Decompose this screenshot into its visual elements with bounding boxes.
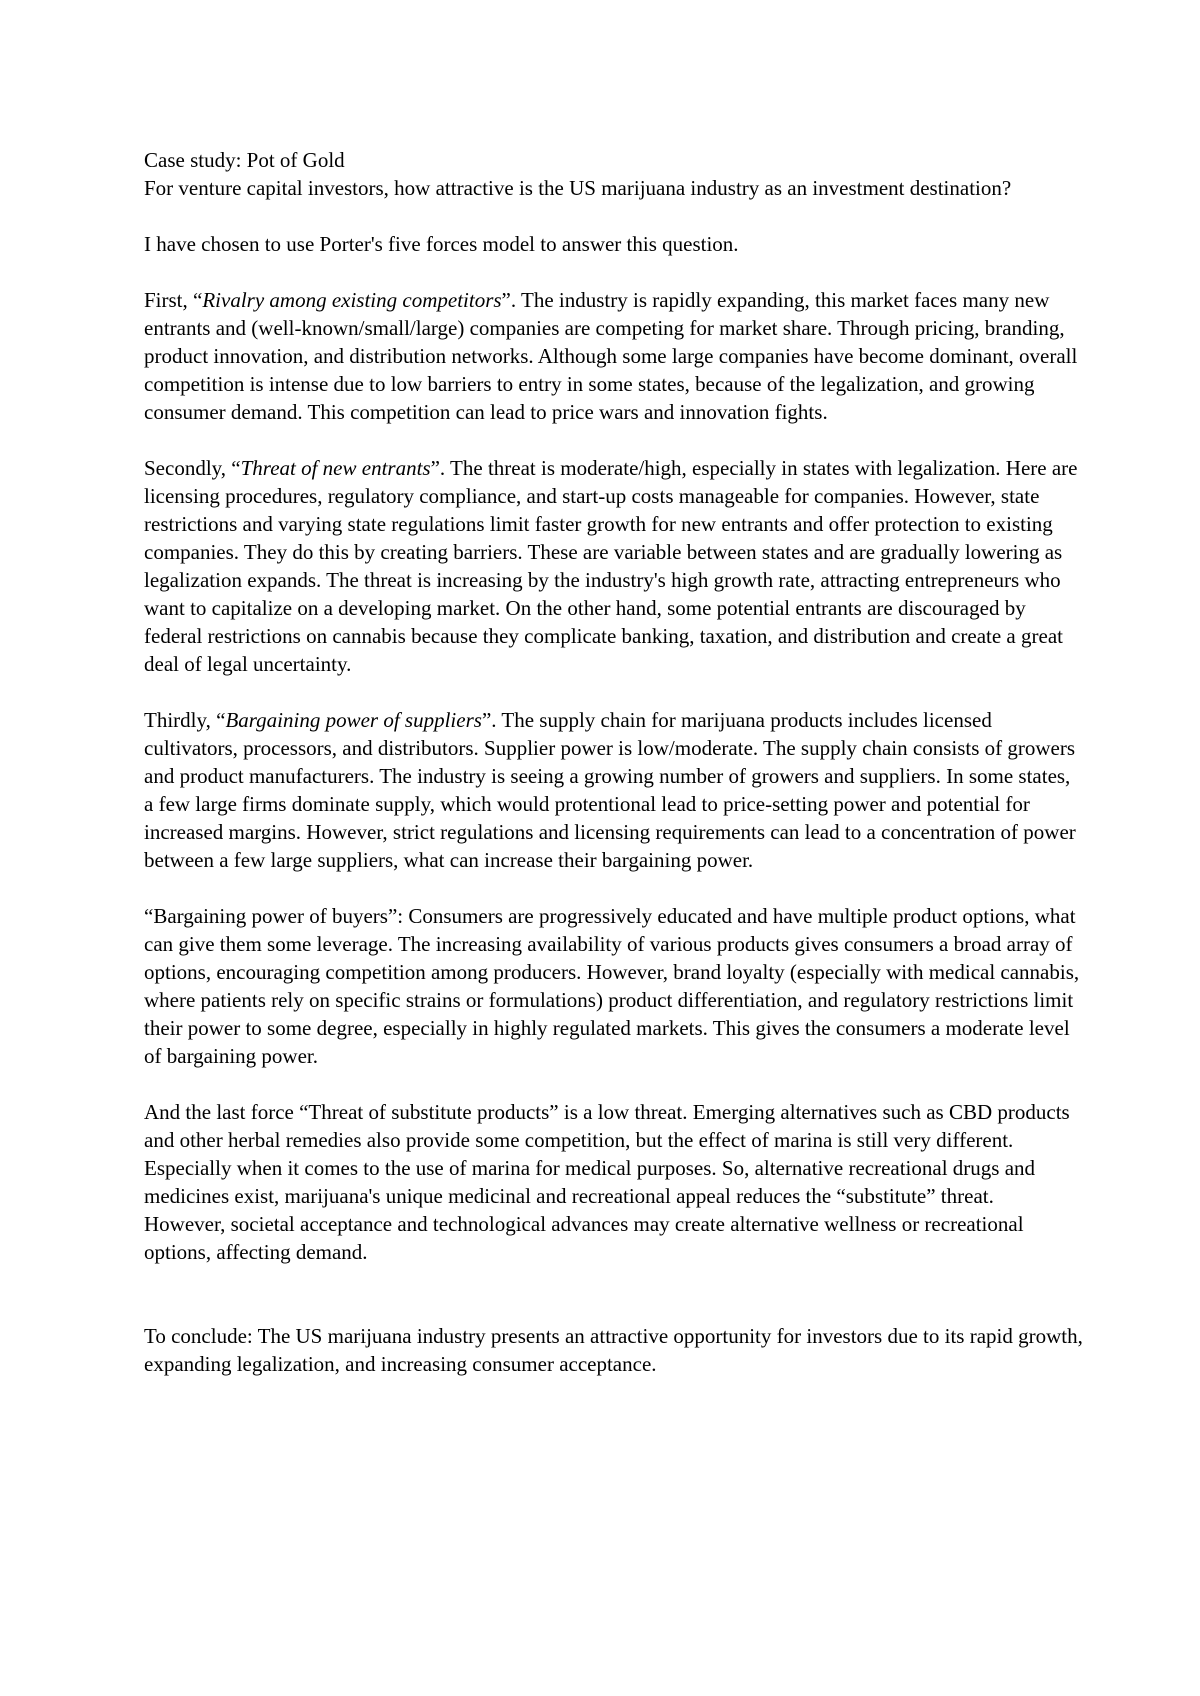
new-entrants-term: Threat of new entrants — [240, 456, 431, 480]
document-body — [144, 146, 1084, 1378]
paragraph-spacer — [144, 874, 1084, 902]
suppliers-lead: Thirdly, “ — [144, 708, 226, 732]
rivalry-paragraph — [144, 286, 1084, 426]
rivalry-term: Rivalry among existing competitors — [202, 288, 502, 312]
suppliers-paragraph — [144, 706, 1084, 874]
paragraph-spacer — [144, 258, 1084, 286]
paragraph-spacer — [144, 426, 1084, 454]
rivalry-lead: First, “ — [144, 288, 203, 312]
paragraph-spacer — [144, 1266, 1084, 1322]
rivalry-close: ”. — [501, 288, 517, 312]
suppliers-term: Bargaining power of suppliers — [225, 708, 482, 732]
new-entrants-lead: Secondly, “ — [144, 456, 241, 480]
new-entrants-paragraph — [144, 454, 1084, 678]
intro-paragraph: I have chosen to use Porter's five forces model to answer this question. — [144, 232, 739, 256]
new-entrants-close: ”. — [430, 456, 446, 480]
research-question: For venture capital investors, how attractive is the US marijuana industry as an investment destination? — [144, 176, 1012, 200]
suppliers-close: ”. — [481, 708, 497, 732]
rivalry-body: The industry is rapidly expanding, this market faces many new entrants and (well-known/small/large) companies are competing for market share. Through pricing, branding, product innovation, and distribution networks. Although some large companies have become dominant, overall competition is intense due to low barriers to entry in some states, because of the legalization, and growing consumer demand. This competition can lead to price wars and innovation fights. — [144, 288, 1078, 424]
substitutes-followup: However, societal acceptance and technological advances may create alternative wellness or recreational options, affecting demand. — [144, 1212, 1024, 1264]
new-entrants-body: The threat is moderate/high, especially in states with legalization. Here are licensing procedures, regulatory compliance, and start-up costs manageable for companies. However, state restrictions and varying state regulations limit faster growth for new entrants and offer protection to existing companies. They do this by creating barriers. These are variable between states and are gradually lowering as legalization expands. The threat is increasing by the industry's high growth rate, attracting entrepreneurs who want to capitalize on a developing market. On the other hand, some potential entrants are discouraged by federal restrictions on cannabis because they complicate banking, taxation, and distribution and create a great deal of legal uncertainty. — [144, 456, 1078, 676]
paragraph-spacer — [144, 678, 1084, 706]
buyers-paragraph: “Bargaining power of buyers”: Consumers are progressively educated and have multiple product options, what can give them some leverage. The increasing availability of various products gives consumers a broad array of options, encouraging competition among producers. However, brand loyalty (especially with medical cannabis, where patients rely on specific strains or formulations) product differentiation, and regulatory restrictions limit their power to some degree, especially in highly regulated markets. This gives the consumers a moderate level of bargaining power. — [144, 904, 1080, 1068]
conclusion-paragraph: To conclude: The US marijuana industry presents an attractive opportunity for investors due to its rapid growth, expanding legalization, and increasing consumer acceptance. — [144, 1324, 1083, 1376]
substitutes-paragraph: And the last force “Threat of substitute products” is a low threat. Emerging alternatives such as CBD products and other herbal remedies also provide some competition, but the effect of marina is still very different. Especially when it comes to the use of marina for medical purposes. So, alternative recreational drugs and medicines exist, marijuana's unique medicinal and recreational appeal reduces the “substitute” threat. — [144, 1100, 1070, 1208]
paragraph-spacer — [144, 202, 1084, 230]
suppliers-body: The supply chain for marijuana products includes licensed cultivators, processors, and distributors. Supplier power is low/moderate. The supply chain consists of growers and product manufacturers. The industry is seeing a growing number of growers and suppliers. In some states, a few large firms dominate supply, which would protentional lead to price-setting power and potential for increased margins. However, strict regulations and licensing requirements can lead to a concentration of power between a few large suppliers, what can increase their bargaining power. — [144, 708, 1076, 872]
paragraph-spacer — [144, 1070, 1084, 1098]
document-title: Case study: Pot of Gold — [144, 148, 345, 172]
